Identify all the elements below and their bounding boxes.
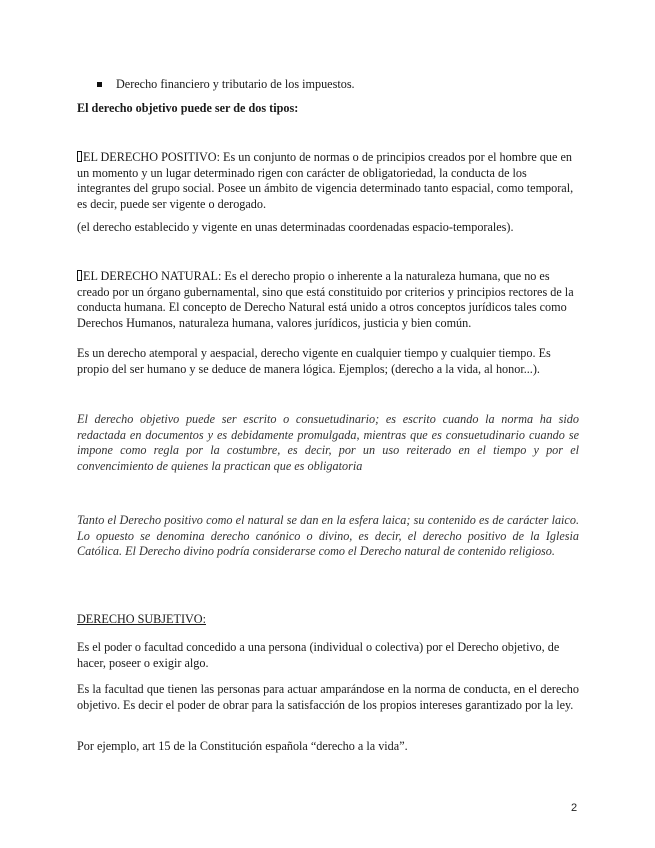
page-number: 2	[571, 802, 578, 814]
square-bullet-icon	[97, 82, 102, 87]
derecho-subjetivo-paragraph-2: Es la facultad que tienen las personas para actuar amparándose en la norma de conducta, en el derecho objetivo. Es decir el poder de obrar para la satisfacción de los propios intereses garantizado por la ley.	[77, 682, 579, 712]
derecho-positivo-text: EL DERECHO POSITIVO: Es un conjunto de normas o de principios creados por el hombre que en un momento y un lugar determinado rigen con carácter de obligatoriedad, la conducta de los integrantes del grupo social. Posee un ámbito de vigencia determinado tanto espacial, como temporal, es decir, puede ser vigente o derogado.	[77, 150, 574, 212]
bullet-item-text: Derecho financiero y tributario de los impuestos.	[116, 77, 355, 91]
derecho-natural-text: EL DERECHO NATURAL: Es el derecho propio o inherente a la naturaleza humana, que no es creado por un órgano gubernamental, sino que está constituido por criterios y principios rectores de la conducta humana. El concepto de Derecho Natural está unido a otros conceptos jurídicos tales como Derechos Humanos, naturaleza humana, valores jurídicos, justicia y bien común.	[77, 269, 574, 331]
derecho-subjetivo-paragraph-1: Es el poder o facultad concedido a una persona (individual o colectiva) por el Derecho objetivo, de hacer, poseer o exigir algo.	[77, 640, 560, 670]
derecho-subjetivo-paragraph-3: Por ejemplo, art 15 de la Constitución española “derecho a la vida”.	[77, 739, 408, 753]
bullet-list-item	[97, 77, 355, 93]
italic-paragraph-escrito-consuetudinario: El derecho objetivo puede ser escrito o consuetudinario; es escrito cuando la norma ha sido redactada en documentos y es debidamente promulgada, mientras que es consuetudinario cuando se impone como regla por la costumbre, es decir, por un uso reiterado en el tiempo y por el convencimiento de quienes la practican que es obligatoria	[77, 412, 579, 474]
derecho-subjetivo-heading: DERECHO SUBJETIVO:	[77, 612, 206, 626]
missing-glyph-box-icon	[77, 270, 82, 281]
derecho-positivo-paragraph	[77, 150, 579, 213]
derecho-natural-paragraph	[77, 269, 579, 332]
derecho-positivo-note: (el derecho establecido y vigente en unas determinadas coordenadas espacio-temporales).	[77, 220, 514, 234]
section-heading: El derecho objetivo puede ser de dos tipos:	[77, 101, 299, 115]
italic-paragraph-esfera-laica: Tanto el Derecho positivo como el natural se dan en la esfera laica; su contenido es de carácter laico. Lo opuesto se denomina derecho canónico o divino, es decir, el derecho positivo de la Iglesia Católica. El Derecho divino podría considerarse como el Derecho natural de contenido religioso.	[77, 513, 579, 559]
derecho-natural-note: Es un derecho atemporal y aespacial, derecho vigente en cualquier tiempo y cualquier tiempo. Es propio del ser humano y se deduce de manera lógica. Ejemplos; (derecho a la vida, al honor...).	[77, 346, 551, 376]
missing-glyph-box-icon	[77, 151, 82, 162]
